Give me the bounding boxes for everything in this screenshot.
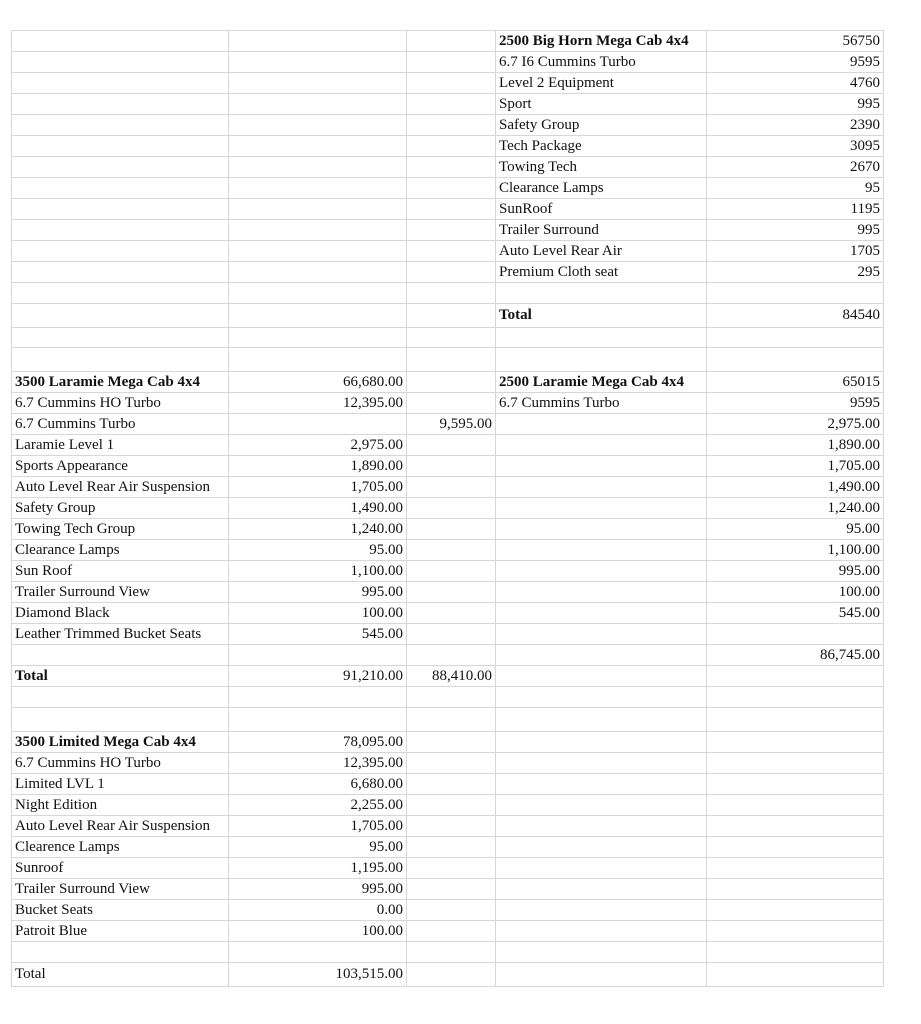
table-cell[interactable] — [407, 837, 496, 858]
table-cell[interactable] — [407, 241, 496, 262]
table-row — [12, 52, 884, 73]
table-cell[interactable]: 545.00 — [707, 603, 884, 624]
table-cell[interactable]: Trailer Surround View — [12, 582, 229, 603]
table-cell[interactable] — [229, 262, 407, 283]
table-cell[interactable] — [707, 774, 884, 795]
table-cell[interactable] — [12, 708, 229, 732]
table-cell[interactable]: Towing Tech Group — [12, 519, 229, 540]
table-cell[interactable] — [12, 348, 229, 372]
table-cell[interactable]: Safety Group — [12, 498, 229, 519]
table-cell[interactable]: 6.7 Cummins HO Turbo — [12, 753, 229, 774]
table-cell[interactable]: Level 2 Equipment — [496, 73, 707, 94]
table-cell[interactable] — [229, 348, 407, 372]
table-cell[interactable]: 4760 — [707, 73, 884, 94]
table-cell[interactable]: 6,680.00 — [229, 774, 407, 795]
table-cell[interactable] — [496, 435, 707, 456]
table-cell[interactable] — [496, 879, 707, 900]
table-cell[interactable]: 9595 — [707, 52, 884, 73]
spreadsheet-table — [11, 30, 884, 987]
table-cell[interactable] — [496, 603, 707, 624]
table-cell[interactable]: Sun Roof — [12, 561, 229, 582]
table-cell[interactable] — [407, 498, 496, 519]
table-row — [12, 816, 884, 837]
table-row — [12, 477, 884, 498]
table-cell[interactable] — [12, 645, 229, 666]
table-cell[interactable]: 2500 Big Horn Mega Cab 4x4 — [496, 31, 707, 52]
table-cell[interactable]: 6.7 Cummins Turbo — [12, 414, 229, 435]
table-cell[interactable]: 6.7 Cummins Turbo — [496, 393, 707, 414]
table-cell[interactable] — [707, 962, 884, 986]
table-row — [12, 753, 884, 774]
table-cell[interactable] — [12, 52, 229, 73]
table-cell[interactable] — [12, 157, 229, 178]
table-cell[interactable]: 6.7 I6 Cummins Turbo — [496, 52, 707, 73]
table-cell[interactable] — [407, 327, 496, 348]
table-cell[interactable]: 1,100.00 — [229, 561, 407, 582]
table-cell[interactable] — [407, 456, 496, 477]
table-cell[interactable] — [407, 303, 496, 327]
table-cell[interactable] — [229, 283, 407, 304]
table-row — [12, 178, 884, 199]
table-cell[interactable] — [407, 199, 496, 220]
table-cell[interactable]: 9,595.00 — [407, 414, 496, 435]
table-cell[interactable] — [407, 73, 496, 94]
table-cell[interactable] — [12, 136, 229, 157]
table-cell[interactable] — [229, 73, 407, 94]
table-cell[interactable] — [407, 157, 496, 178]
table-cell[interactable] — [707, 795, 884, 816]
table-cell[interactable] — [707, 879, 884, 900]
table-cell[interactable]: Trailer Surround View — [12, 879, 229, 900]
table-row — [12, 795, 884, 816]
table-cell[interactable] — [496, 816, 707, 837]
table-cell[interactable] — [707, 687, 884, 708]
table-cell[interactable] — [707, 348, 884, 372]
table-cell[interactable] — [496, 942, 707, 963]
table-cell[interactable] — [229, 708, 407, 732]
table-cell[interactable] — [229, 136, 407, 157]
table-cell[interactable]: Auto Level Rear Air Suspension — [12, 477, 229, 498]
table-cell[interactable] — [12, 283, 229, 304]
table-cell[interactable]: Total — [12, 962, 229, 986]
table-row — [12, 498, 884, 519]
table-row — [12, 732, 884, 753]
table-row — [12, 858, 884, 879]
table-cell[interactable] — [496, 327, 707, 348]
table-cell[interactable]: 95.00 — [707, 519, 884, 540]
table-row — [12, 774, 884, 795]
table-row — [12, 879, 884, 900]
table-cell[interactable]: 1,705.00 — [229, 477, 407, 498]
table-cell[interactable] — [407, 645, 496, 666]
table-cell[interactable]: 9595 — [707, 393, 884, 414]
table-cell[interactable] — [407, 708, 496, 732]
table-cell[interactable]: Clearance Lamps — [496, 178, 707, 199]
table-cell[interactable]: Total — [496, 303, 707, 327]
table-cell[interactable] — [407, 136, 496, 157]
table-cell[interactable] — [407, 94, 496, 115]
table-cell[interactable] — [229, 178, 407, 199]
table-cell[interactable] — [707, 624, 884, 645]
table-cell[interactable] — [496, 921, 707, 942]
table-cell[interactable] — [229, 414, 407, 435]
table-cell[interactable] — [407, 774, 496, 795]
table-cell[interactable] — [496, 837, 707, 858]
table-cell[interactable] — [407, 519, 496, 540]
table-row — [12, 157, 884, 178]
table-cell[interactable] — [229, 220, 407, 241]
table-row — [12, 94, 884, 115]
table-row — [12, 435, 884, 456]
table-cell[interactable] — [707, 942, 884, 963]
table-cell[interactable] — [496, 283, 707, 304]
table-row — [12, 199, 884, 220]
table-cell[interactable] — [229, 327, 407, 348]
table-cell[interactable] — [496, 708, 707, 732]
table-cell[interactable] — [12, 942, 229, 963]
table-cell[interactable]: 1,195.00 — [229, 858, 407, 879]
table-cell[interactable]: 2,975.00 — [707, 414, 884, 435]
table-cell[interactable] — [229, 303, 407, 327]
table-cell[interactable]: 12,395.00 — [229, 393, 407, 414]
table-cell[interactable]: 86,745.00 — [707, 645, 884, 666]
table-row — [12, 456, 884, 477]
table-cell[interactable]: 1,240.00 — [229, 519, 407, 540]
table-cell[interactable] — [496, 795, 707, 816]
table-cell[interactable] — [707, 753, 884, 774]
table-row — [12, 561, 884, 582]
table-cell[interactable] — [12, 687, 229, 708]
table-cell[interactable]: Limited LVL 1 — [12, 774, 229, 795]
table-cell[interactable]: 56750 — [707, 31, 884, 52]
table-cell[interactable]: 1705 — [707, 241, 884, 262]
table-cell[interactable] — [407, 435, 496, 456]
table-row — [12, 327, 884, 348]
table-cell[interactable] — [707, 283, 884, 304]
table-cell[interactable] — [496, 624, 707, 645]
table-cell[interactable]: 995.00 — [229, 879, 407, 900]
table-cell[interactable]: Sunroof — [12, 858, 229, 879]
table-cell[interactable]: Safety Group — [496, 115, 707, 136]
table-cell[interactable] — [496, 561, 707, 582]
table-row — [12, 837, 884, 858]
table-cell[interactable] — [407, 393, 496, 414]
table-cell[interactable]: Patroit Blue — [12, 921, 229, 942]
table-cell[interactable] — [229, 241, 407, 262]
table-cell[interactable]: Sports Appearance — [12, 456, 229, 477]
table-cell[interactable]: 66,680.00 — [229, 372, 407, 393]
table-row — [12, 73, 884, 94]
table-cell[interactable]: 95.00 — [229, 540, 407, 561]
table-cell[interactable]: 2390 — [707, 115, 884, 136]
table-cell[interactable]: 1,890.00 — [707, 435, 884, 456]
table-cell[interactable] — [229, 645, 407, 666]
table-cell[interactable]: Sport — [496, 94, 707, 115]
table-cell[interactable] — [496, 687, 707, 708]
table-row — [12, 414, 884, 435]
table-cell[interactable] — [407, 795, 496, 816]
table-cell[interactable] — [12, 94, 229, 115]
table-row — [12, 519, 884, 540]
table-cell[interactable] — [229, 94, 407, 115]
table-row — [12, 645, 884, 666]
table-cell[interactable] — [407, 816, 496, 837]
table-row — [12, 241, 884, 262]
table-cell[interactable] — [12, 241, 229, 262]
table-cell[interactable]: Auto Level Rear Air Suspension — [12, 816, 229, 837]
table-cell[interactable] — [229, 157, 407, 178]
table-row — [12, 348, 884, 372]
table-cell[interactable] — [407, 753, 496, 774]
table-row — [12, 262, 884, 283]
table-cell[interactable] — [407, 372, 496, 393]
table-cell[interactable] — [12, 31, 229, 52]
table-cell[interactable] — [12, 303, 229, 327]
table-cell[interactable] — [707, 816, 884, 837]
table-cell[interactable]: 103,515.00 — [229, 962, 407, 986]
table-cell[interactable] — [12, 327, 229, 348]
table-row — [12, 372, 884, 393]
table-cell[interactable]: Total — [12, 666, 229, 687]
table-cell[interactable]: 1,100.00 — [707, 540, 884, 561]
table-cell[interactable] — [12, 262, 229, 283]
table-cell[interactable]: 2500 Laramie Mega Cab 4x4 — [496, 372, 707, 393]
table-cell[interactable] — [707, 900, 884, 921]
table-cell[interactable] — [496, 753, 707, 774]
table-row — [12, 136, 884, 157]
table-cell[interactable]: Trailer Surround — [496, 220, 707, 241]
table-cell[interactable] — [229, 942, 407, 963]
table-cell[interactable]: Auto Level Rear Air — [496, 241, 707, 262]
table-cell[interactable]: 1,490.00 — [229, 498, 407, 519]
table-cell[interactable]: 88,410.00 — [407, 666, 496, 687]
table-cell[interactable] — [407, 900, 496, 921]
table-row — [12, 31, 884, 52]
table-cell[interactable]: Leather Trimmed Bucket Seats — [12, 624, 229, 645]
table-cell[interactable] — [407, 732, 496, 753]
table-cell[interactable] — [12, 73, 229, 94]
table-cell[interactable] — [496, 498, 707, 519]
table-cell[interactable] — [496, 348, 707, 372]
table-cell[interactable]: 3095 — [707, 136, 884, 157]
table-row — [12, 666, 884, 687]
table-row — [12, 582, 884, 603]
table-cell[interactable] — [496, 414, 707, 435]
table-cell[interactable] — [229, 199, 407, 220]
table-cell[interactable]: 1,705.00 — [707, 456, 884, 477]
table-cell[interactable]: Laramie Level 1 — [12, 435, 229, 456]
table-cell[interactable]: 995.00 — [229, 582, 407, 603]
table-cell[interactable] — [496, 456, 707, 477]
table-cell[interactable]: 2,255.00 — [229, 795, 407, 816]
table-cell[interactable]: 1195 — [707, 199, 884, 220]
table-cell[interactable]: 995.00 — [707, 561, 884, 582]
table-cell[interactable] — [407, 879, 496, 900]
table-row — [12, 220, 884, 241]
table-cell[interactable] — [707, 708, 884, 732]
table-cell[interactable] — [12, 199, 229, 220]
table-cell[interactable]: Clearance Lamps — [12, 540, 229, 561]
table-cell[interactable]: 3500 Limited Mega Cab 4x4 — [12, 732, 229, 753]
table-cell[interactable] — [407, 582, 496, 603]
table-cell[interactable] — [407, 603, 496, 624]
table-cell[interactable] — [407, 52, 496, 73]
table-cell[interactable] — [229, 687, 407, 708]
table-cell[interactable]: 295 — [707, 262, 884, 283]
table-cell[interactable] — [496, 540, 707, 561]
table-cell[interactable]: 95.00 — [229, 837, 407, 858]
table-cell[interactable]: 100.00 — [229, 921, 407, 942]
table-cell[interactable]: 100.00 — [229, 603, 407, 624]
table-row — [12, 603, 884, 624]
table-cell[interactable]: Tech Package — [496, 136, 707, 157]
table-cell[interactable] — [407, 283, 496, 304]
table-row — [12, 393, 884, 414]
table-cell[interactable] — [229, 52, 407, 73]
table-cell[interactable] — [496, 519, 707, 540]
table-cell[interactable] — [707, 666, 884, 687]
table-cell[interactable]: 6.7 Cummins HO Turbo — [12, 393, 229, 414]
table-row — [12, 900, 884, 921]
table-row — [12, 540, 884, 561]
table-cell[interactable] — [496, 645, 707, 666]
table-cell[interactable]: 1,240.00 — [707, 498, 884, 519]
table-row — [12, 708, 884, 732]
table-cell[interactable]: Premium Cloth seat — [496, 262, 707, 283]
table-cell[interactable] — [229, 115, 407, 136]
table-cell[interactable] — [407, 921, 496, 942]
table-cell[interactable]: 545.00 — [229, 624, 407, 645]
table-cell[interactable]: Night Edition — [12, 795, 229, 816]
table-cell[interactable] — [496, 858, 707, 879]
table-cell[interactable] — [707, 837, 884, 858]
table-cell[interactable]: 95 — [707, 178, 884, 199]
table-cell[interactable]: 3500 Laramie Mega Cab 4x4 — [12, 372, 229, 393]
table-cell[interactable]: Clearence Lamps — [12, 837, 229, 858]
table-cell[interactable]: Towing Tech — [496, 157, 707, 178]
table-row — [12, 962, 884, 986]
table-cell[interactable] — [407, 962, 496, 986]
table-row — [12, 624, 884, 645]
table-row — [12, 115, 884, 136]
table-cell[interactable] — [407, 220, 496, 241]
table-cell[interactable] — [12, 115, 229, 136]
table-cell[interactable]: 1,890.00 — [229, 456, 407, 477]
table-cell[interactable]: 84540 — [707, 303, 884, 327]
table-cell[interactable] — [407, 348, 496, 372]
table-cell[interactable] — [407, 942, 496, 963]
table-cell[interactable] — [407, 687, 496, 708]
table-cell[interactable]: 995 — [707, 220, 884, 241]
table-cell[interactable]: 0.00 — [229, 900, 407, 921]
table-cell[interactable] — [407, 561, 496, 582]
table-cell[interactable] — [707, 732, 884, 753]
table-cell[interactable] — [407, 115, 496, 136]
table-cell[interactable] — [407, 262, 496, 283]
table-cell[interactable] — [707, 921, 884, 942]
table-cell[interactable]: 1,490.00 — [707, 477, 884, 498]
table-cell[interactable]: SunRoof — [496, 199, 707, 220]
table-row — [12, 942, 884, 963]
table-cell[interactable]: Diamond Black — [12, 603, 229, 624]
table-cell[interactable] — [496, 666, 707, 687]
table-cell[interactable]: 2,975.00 — [229, 435, 407, 456]
table-cell[interactable]: 91,210.00 — [229, 666, 407, 687]
table-cell[interactable] — [707, 327, 884, 348]
table-cell[interactable]: 1,705.00 — [229, 816, 407, 837]
table-cell[interactable] — [407, 31, 496, 52]
table-cell[interactable] — [496, 900, 707, 921]
table-cell[interactable]: 12,395.00 — [229, 753, 407, 774]
table-cell[interactable]: 995 — [707, 94, 884, 115]
table-row — [12, 283, 884, 304]
table-row — [12, 687, 884, 708]
table-cell[interactable] — [407, 540, 496, 561]
table-cell[interactable] — [496, 477, 707, 498]
table-cell[interactable] — [12, 178, 229, 199]
table-cell[interactable]: 2670 — [707, 157, 884, 178]
table-row — [12, 303, 884, 327]
spreadsheet-body — [12, 31, 884, 987]
table-cell[interactable]: 100.00 — [707, 582, 884, 603]
table-cell[interactable] — [12, 220, 229, 241]
table-cell[interactable] — [407, 178, 496, 199]
table-cell[interactable]: 78,095.00 — [229, 732, 407, 753]
table-cell[interactable] — [229, 31, 407, 52]
table-cell[interactable]: Bucket Seats — [12, 900, 229, 921]
table-cell[interactable] — [496, 582, 707, 603]
table-cell[interactable] — [407, 624, 496, 645]
table-cell[interactable] — [496, 962, 707, 986]
table-cell[interactable]: 65015 — [707, 372, 884, 393]
table-cell[interactable] — [407, 477, 496, 498]
table-row — [12, 921, 884, 942]
table-cell[interactable] — [496, 774, 707, 795]
table-cell[interactable] — [407, 858, 496, 879]
table-cell[interactable] — [496, 732, 707, 753]
table-cell[interactable] — [707, 858, 884, 879]
